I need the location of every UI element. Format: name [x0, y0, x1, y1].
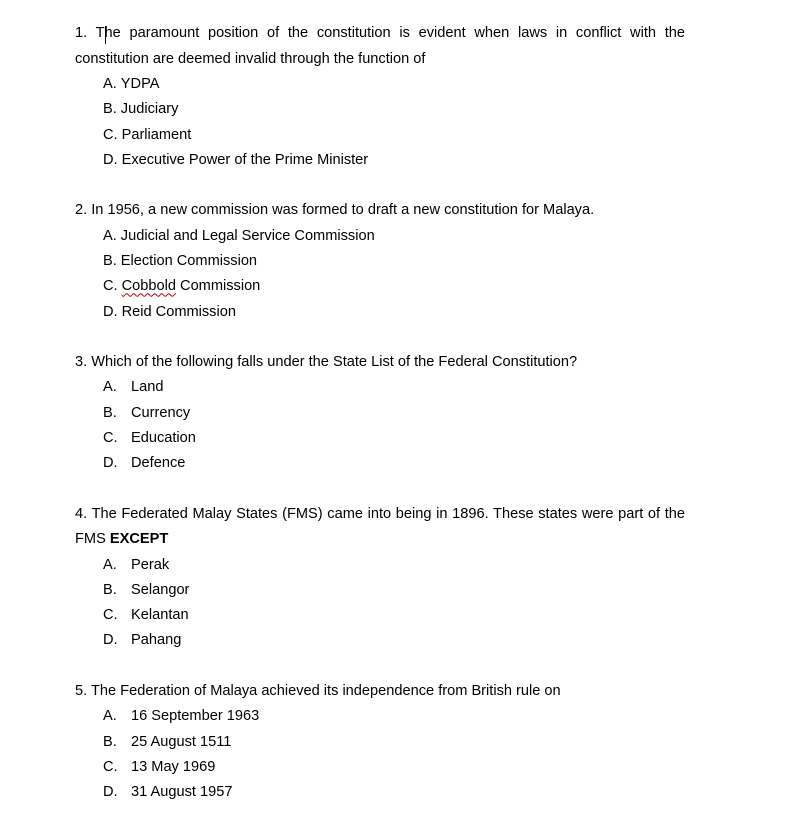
question-2 — [75, 198, 685, 325]
question-text: In 1956, a new commission was formed to draft a new constitution for Malaya. — [91, 202, 595, 219]
option-c[interactable] — [103, 755, 685, 780]
question-stem[interactable] — [75, 198, 685, 224]
option-text: Reid Commission — [121, 303, 236, 320]
option-d[interactable] — [103, 780, 685, 805]
answer-options — [75, 72, 685, 173]
option-d[interactable] — [103, 451, 685, 476]
question-text: Which of the following falls under the State List of the Federal Constitution? — [91, 353, 578, 370]
option-text: Parliament — [121, 126, 192, 143]
option-text: Currency — [131, 404, 191, 421]
option-a[interactable] — [103, 704, 685, 729]
emphasis-keyword: EXCEPT — [109, 531, 169, 548]
option-text: Judicial and Legal Service Commission — [120, 227, 375, 244]
option-letter: D. — [103, 303, 118, 320]
option-a[interactable] — [103, 72, 685, 97]
question-3 — [75, 350, 685, 477]
question-stem[interactable] — [75, 21, 685, 72]
option-c[interactable] — [103, 274, 685, 299]
answer-options — [75, 375, 685, 476]
question-1 — [75, 21, 685, 173]
option-d[interactable] — [103, 628, 685, 653]
option-a[interactable] — [103, 375, 685, 400]
option-letter: D. — [103, 151, 118, 168]
option-letter: A. — [103, 556, 117, 573]
option-c[interactable] — [103, 123, 685, 148]
option-text: Selangor — [131, 581, 190, 598]
option-letter: B. — [103, 404, 117, 421]
option-b[interactable] — [103, 97, 685, 122]
document-page — [75, 21, 685, 830]
question-number: 3. — [75, 353, 88, 370]
option-text: 13 May 1969 — [131, 758, 216, 775]
option-text: Judiciary — [120, 101, 179, 118]
option-text: 31 August 1957 — [131, 784, 233, 801]
option-letter: A. — [103, 708, 117, 725]
answer-options — [75, 224, 685, 325]
question-number: 5. — [75, 682, 88, 699]
answer-options — [75, 704, 685, 805]
option-d[interactable] — [103, 300, 685, 325]
option-text: Pahang — [131, 632, 182, 649]
option-b[interactable] — [103, 730, 685, 755]
option-c[interactable] — [103, 603, 685, 628]
option-b[interactable] — [103, 578, 685, 603]
answer-options — [75, 553, 685, 654]
option-letter: B. — [103, 101, 117, 118]
option-text: Executive Power of the Prime Minister — [121, 151, 369, 168]
option-text: Kelantan — [131, 607, 189, 624]
option-text: Defence — [131, 455, 186, 472]
option-c[interactable] — [103, 426, 685, 451]
question-text: The Federation of Malaya achieved its independence from British rule on — [90, 682, 561, 699]
question-4 — [75, 502, 685, 654]
spellcheck-flagged-word[interactable]: Cobbold — [121, 278, 176, 295]
question-stem[interactable] — [75, 679, 685, 705]
question-text: The Federated Malay States (FMS) came into being in 1896. These states were part of the FMS — [75, 505, 686, 548]
option-letter: B. — [103, 252, 117, 269]
option-letter: C. — [103, 278, 118, 295]
option-text: 16 September 1963 — [131, 708, 260, 725]
option-text: Perak — [131, 556, 170, 573]
option-letter: D. — [103, 632, 118, 649]
option-letter: C. — [103, 607, 118, 624]
option-text: 25 August 1511 — [131, 733, 232, 750]
option-b[interactable] — [103, 401, 685, 426]
question-number: 2. — [75, 202, 88, 219]
option-text: Education — [131, 429, 196, 446]
option-letter: D. — [103, 784, 118, 801]
option-letter: A. — [103, 227, 117, 244]
question-stem[interactable] — [75, 350, 685, 376]
option-letter: D. — [103, 455, 118, 472]
option-letter: C. — [103, 758, 118, 775]
option-a[interactable] — [103, 553, 685, 578]
option-a[interactable] — [103, 224, 685, 249]
question-5 — [75, 679, 685, 806]
option-text: Land — [131, 379, 164, 396]
option-letter: A. — [103, 379, 117, 396]
option-text: Election Commission — [120, 252, 258, 269]
question-text: The paramount position of the constitution is evident when laws in conflict with the constitution are deemed invalid through the function of — [75, 25, 685, 67]
option-text: Commission — [175, 278, 261, 295]
option-letter: C. — [103, 126, 118, 143]
option-letter: A. — [103, 76, 117, 92]
option-letter: B. — [103, 733, 117, 750]
option-text: YDPA — [120, 76, 160, 92]
option-d[interactable] — [103, 148, 685, 173]
question-number: 4. — [75, 505, 88, 522]
option-letter: B. — [103, 581, 117, 598]
question-stem[interactable] — [75, 502, 685, 553]
option-letter: C. — [103, 429, 118, 446]
question-number: 1. — [75, 25, 88, 41]
option-b[interactable] — [103, 249, 685, 274]
